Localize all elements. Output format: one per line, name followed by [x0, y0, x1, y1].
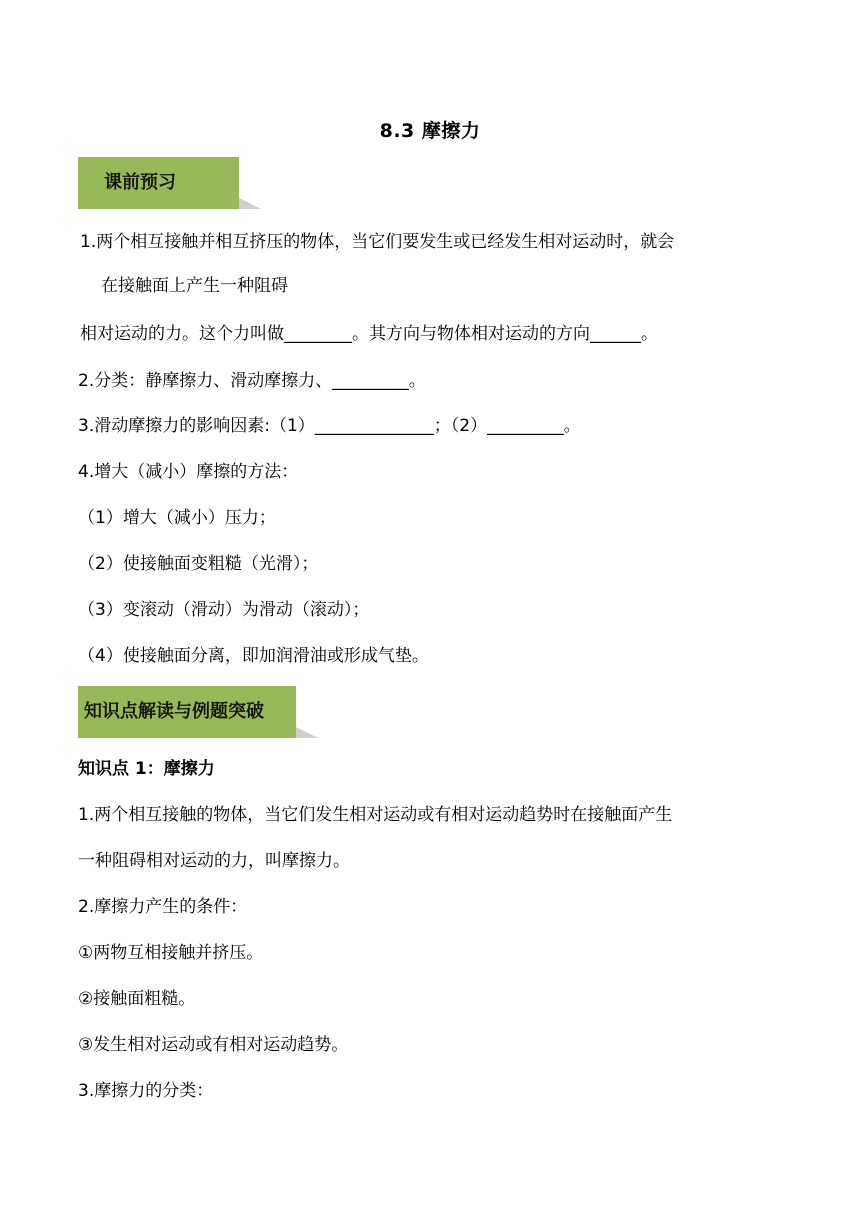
method-2: （2）使接触面变粗糙（光滑）；: [78, 554, 319, 574]
preview-line-3: 3.滑动摩擦力的影响因素:（1）______________；（2）_________。: [78, 416, 581, 436]
method-3: （3）变滚动（滑动）为滑动（滚动）；: [78, 600, 370, 620]
condition-3: ③发生相对运动或有相对运动趋势。: [78, 1035, 349, 1055]
method-4: （4）使接触面分离，即加润滑油或形成气垫。: [78, 646, 429, 666]
section-banner-preview: [78, 157, 263, 209]
knowledge-p1a: 1.两个相互接触的物体，当它们发生相对运动或有相对运动趋势时在接触面产生: [78, 805, 673, 825]
method-1: （1）增大（减小）压力；: [78, 508, 276, 528]
knowledge-p1b: 一种阻碍相对运动的力，叫摩擦力。: [78, 851, 350, 871]
preview-line-1c: 相对运动的力。这个力叫做________。其方向与物体相对运动的方向______。: [80, 324, 658, 344]
condition-1: ①两物互相接触并挤压。: [78, 943, 264, 963]
section-label-knowledge: 知识点解读与例题突破: [84, 701, 264, 722]
preview-line-1b: 在接触面上产生一种阻碍: [101, 276, 288, 296]
condition-2: ②接触面粗糙。: [78, 989, 196, 1009]
preview-line-2: 2.分类：静摩擦力、滑动摩擦力、_________。: [78, 371, 426, 391]
knowledge-p2: 2.摩擦力产生的条件：: [78, 897, 248, 917]
knowledge-p3: 3.摩擦力的分类：: [78, 1081, 214, 1101]
knowledge-heading: 知识点 1：摩擦力: [78, 759, 215, 779]
page-title: 8.3 摩擦力: [379, 120, 481, 142]
preview-line-4: 4.增大（减小）摩擦的方法：: [78, 462, 299, 482]
preview-line-1: 1.两个相互接触并相互挤压的物体，当它们要发生或已经发生相对运动时，就会: [80, 232, 675, 252]
section-label-preview: 课前预习: [104, 172, 176, 193]
section-banner-knowledge: [78, 686, 318, 738]
